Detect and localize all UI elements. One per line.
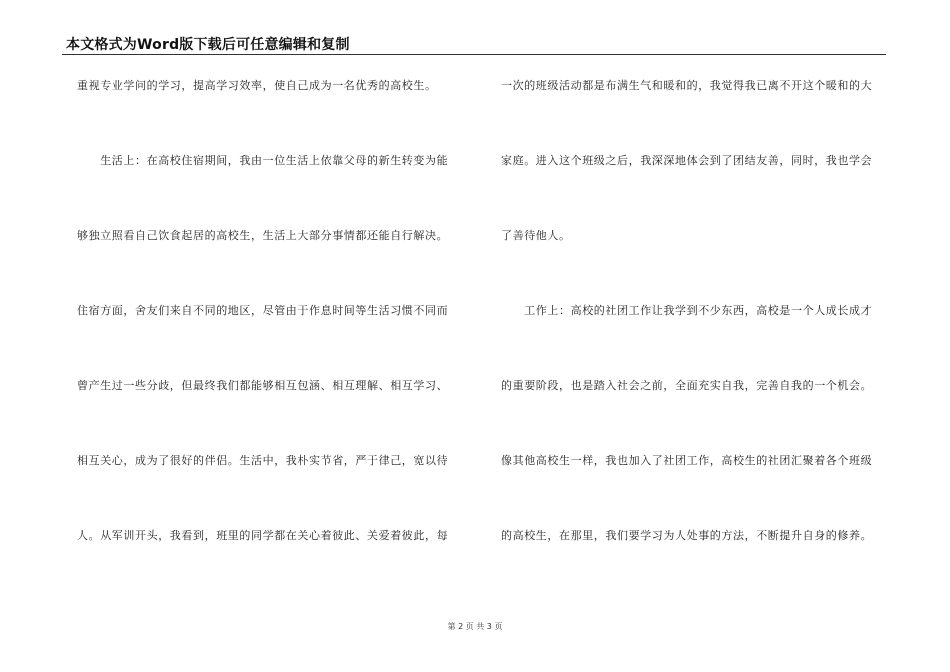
body-text-line: 人。从军训开头，我看到，班里的同学都在关心着彼此、关爱着彼此，每 xyxy=(77,529,449,542)
body-text-line: 一次的班级活动都是布满生气和暖和的，我觉得我已离不开这个暖和的大 xyxy=(501,79,873,92)
page-number: 第 2 页 共 3 页 xyxy=(447,622,503,631)
body-text-line: 像其他高校生一样，我也加入了社团工作，高校生的社团汇聚着各个班级 xyxy=(501,454,873,467)
body-text-line: 生活上：在高校住宿期间，我由一位生活上依靠父母的新生转变为能 xyxy=(77,154,449,167)
body-text-line: 重视专业学问的学习，提高学习效率，使自己成为一名优秀的高校生。 xyxy=(77,79,437,92)
header-rule xyxy=(62,54,886,55)
body-text-line: 的重要阶段，也是踏入社会之前，全面充实自我，完善自我的一个机会。 xyxy=(501,379,873,392)
body-text-line: 住宿方面，舍友们来自不同的地区，尽管由于作息时间等生活习惯不同而 xyxy=(77,304,449,317)
body-text-line: 了善待他人。 xyxy=(501,229,571,242)
body-text-line: 够独立照看自己饮食起居的高校生，生活上大部分事情都还能自行解决。 xyxy=(77,229,449,242)
body-text-line: 相互关心，成为了很好的伴侣。生活中，我朴实节省，严于律己，宽以待 xyxy=(77,454,449,467)
body-text-line: 家庭。进入这个班级之后，我深深地体会到了团结友善，同时，我也学会 xyxy=(501,154,873,167)
body-text-line: 的高校生，在那里，我们要学习为人处事的方法，不断提升自身的修养。 xyxy=(501,529,873,542)
document-header-title: 本文格式为Word版下载后可任意编辑和复制 xyxy=(66,37,350,53)
body-text-line: 曾产生过一些分歧，但最终我们都能够相互包涵、相互理解、相互学习、 xyxy=(77,379,449,392)
body-text-line: 工作上：高校的社团工作让我学到不少东西，高校是一个人成长成才 xyxy=(501,304,873,317)
